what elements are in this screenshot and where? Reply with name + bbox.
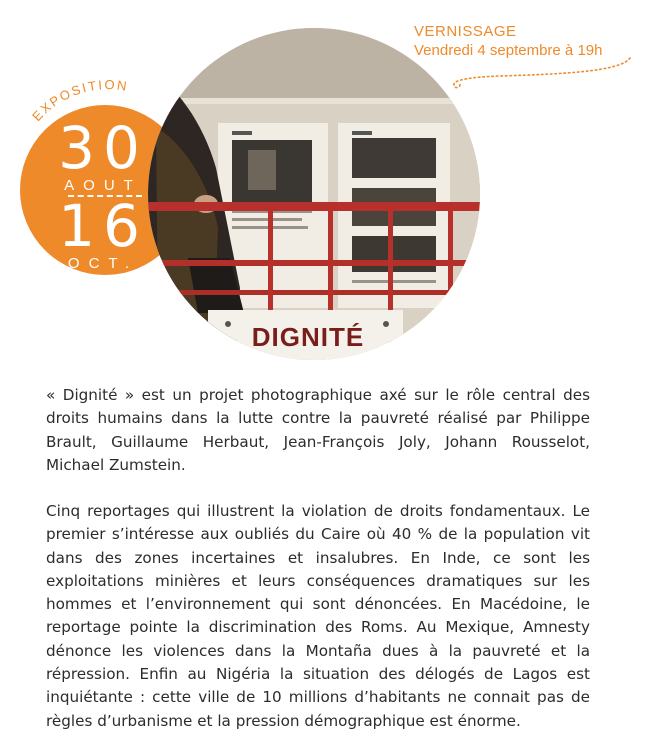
vernissage-title: VERNISSAGE: [414, 23, 517, 40]
end-month: OCT.: [67, 255, 139, 272]
sign-text: DIGNITÉ: [251, 322, 365, 352]
description-paragraph-2: Cinq reportages qui illustrent la violation de droits fondamentaux. Le premier s’intéresse aux oubliés du Caire où 40 % de la population vit dans des zones incertaines et insalubres. En Inde, ce sont les exploitations minières et leurs conséquences dramatiques sur les hommes et l’environnement qui sont dénoncées. En Macédoine, le reportage pointe la discrimination des Roms. Au Mexique, Amnesty dénonce les violences dans la Montaña dues à la pauvreté et la répression. Enfin au Nigéria la situation des délogés de Lagos est inquiétante : cette ville de 10 millions d’habitants ne connait pas de règles d’urbanisme et la pression démographique est énorme.: [46, 502, 590, 730]
photo-illustration: [148, 28, 480, 360]
start-month: AOUT: [64, 177, 142, 194]
dotted-trail-decoration: [440, 54, 640, 94]
end-day: 16: [58, 192, 148, 260]
vernissage-date: Vendredi 4 septembre à 19h: [414, 42, 603, 59]
description-paragraph-1: « Dignité » est un projet photographique axé sur le rôle central des droits humains dans la lutte contre la pauvreté réalisé par Philippe Brault, Guillaume Herbaut, Jean-François Joly, Johann Rousselot, Michael Zumstein.: [46, 386, 590, 474]
start-day: 30: [58, 114, 148, 182]
exhibition-label: EXPOSITION: [29, 76, 130, 125]
exhibition-photo: [148, 28, 480, 360]
